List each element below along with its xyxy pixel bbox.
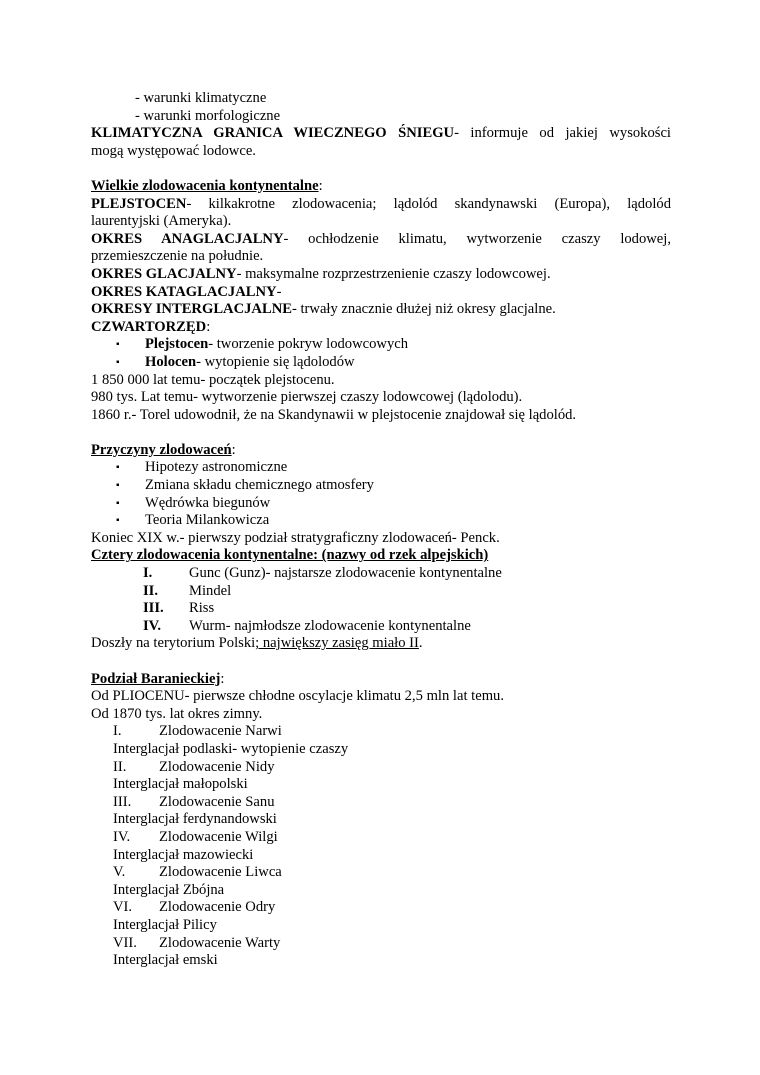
section-heading: Wielkie zlodowacenia kontynentalne: [91,177,323,194]
list-item: ▪ Zmiana składu chemicznego atmosfery [116,477,374,494]
numbered-item: III. Zlodowacenie Sanu [113,793,275,810]
list-item: ▪ Holocen- wytopienie się lądolodów [116,353,355,370]
interglacial-line: Interglacjał ferdynandowski [113,811,277,828]
definition-line: KLIMATYCZNA GRANICA WIECZNEGO ŚNIEGU- informuje od jakiej wysokości [91,125,671,142]
list-item: ▪ Teoria Milankowicza [116,512,270,529]
bullet-icon: ▪ [116,339,120,351]
dash-item: - warunki klimatyczne [135,90,267,106]
text-line: 980 tys. Lat temu- wytworzenie pierwszej czaszy lodowcowej (lądolodu). [91,389,523,406]
text-line: 1860 r.- Torel udowodnił, że na Skandynawii w plejstocenie znajdował się lądolód. [91,406,577,423]
document-body [91,90,671,970]
definition-line: OKRES ANAGLACJALNY- ochłodzenie klimatu, wytworzenie czaszy lodowej, [91,230,671,247]
numbered-item: III. Riss [143,600,215,617]
bullet-icon: ▪ [116,462,120,474]
numbered-item: IV. Wurm- najmłodsze zlodowacenie kontynentalne [143,617,471,634]
definition-line: OKRES KATAGLACJALNY- [91,283,282,300]
numbered-item: I. Gunc (Gunz)- najstarsze zlodowacenie kontynentalne [143,565,502,582]
interglacial-line: Interglacjał emski [113,952,218,969]
section-heading: Przyczyny zlodowaceń: [91,441,236,458]
section-heading: Podział Baranieckiej: [91,670,225,687]
text-line: Doszły na terytorium Polski; największy zasięg miało II. [91,635,423,652]
definition-line: mogą występować lodowce. [91,142,256,159]
definition-line: CZWARTORZĘD: [91,318,211,335]
definition-line: laurentyjski (Ameryka). [91,213,232,230]
interglacial-line: Interglacjał Pilicy [113,916,217,933]
numbered-item: VI. Zlodowacenie Odry [113,899,276,916]
definition-line: OKRESY INTERGLACJALNE- trwały znacznie dłużej niż okresy glacjalne. [91,301,556,318]
interglacial-line: Interglacjał podlaski- wytopienie czaszy [113,740,349,757]
interglacial-line: Interglacjał małopolski [113,776,248,793]
numbered-item: II. Mindel [143,582,232,599]
list-item: ▪ Plejstocen- tworzenie pokryw lodowcowych [116,336,409,353]
definition-line: przemieszczenie na południe. [91,248,264,265]
definition-line: PLEJSTOCEN- kilkakrotne zlodowacenia; lądolód skandynawski (Europa), lądolód [91,195,671,212]
text-line: Od 1870 tys. lat okres zimny. [91,705,263,722]
interglacial-line: Interglacjał mazowiecki [113,846,254,863]
bullet-icon: ▪ [116,480,120,492]
numbered-item: II. Zlodowacenie Nidy [113,758,275,775]
list-item: ▪ Wędrówka biegunów [116,494,271,511]
definition-line: OKRES GLACJALNY- maksymalne rozprzestrzenienie czaszy lodowcowej. [91,265,551,282]
bullet-icon: ▪ [116,497,120,509]
text-line: Od PLIOCENU- pierwsze chłodne oscylacje klimatu 2,5 mln lat temu. [91,688,504,705]
bullet-icon: ▪ [116,356,120,368]
text-line: 1 850 000 lat temu- początek plejstocenu. [91,371,335,388]
text-line: Koniec XIX w.- pierwszy podział stratygraficzny zlodowaceń- Penck. [91,529,500,546]
dash-item: - warunki morfologiczne [135,107,281,124]
numbered-item: V. Zlodowacenie Liwca [113,864,282,881]
section-heading: Cztery zlodowacenia kontynentalne: (nazwy od rzek alpejskich) [91,547,489,564]
numbered-item: I. Zlodowacenie Narwi [113,723,282,740]
list-item: ▪ Hipotezy astronomiczne [116,459,288,476]
numbered-item: VII. Zlodowacenie Warty [113,934,281,951]
numbered-item: IV. Zlodowacenie Wilgi [113,828,278,845]
bullet-icon: ▪ [116,515,120,527]
interglacial-line: Interglacjał Zbójna [113,881,225,898]
